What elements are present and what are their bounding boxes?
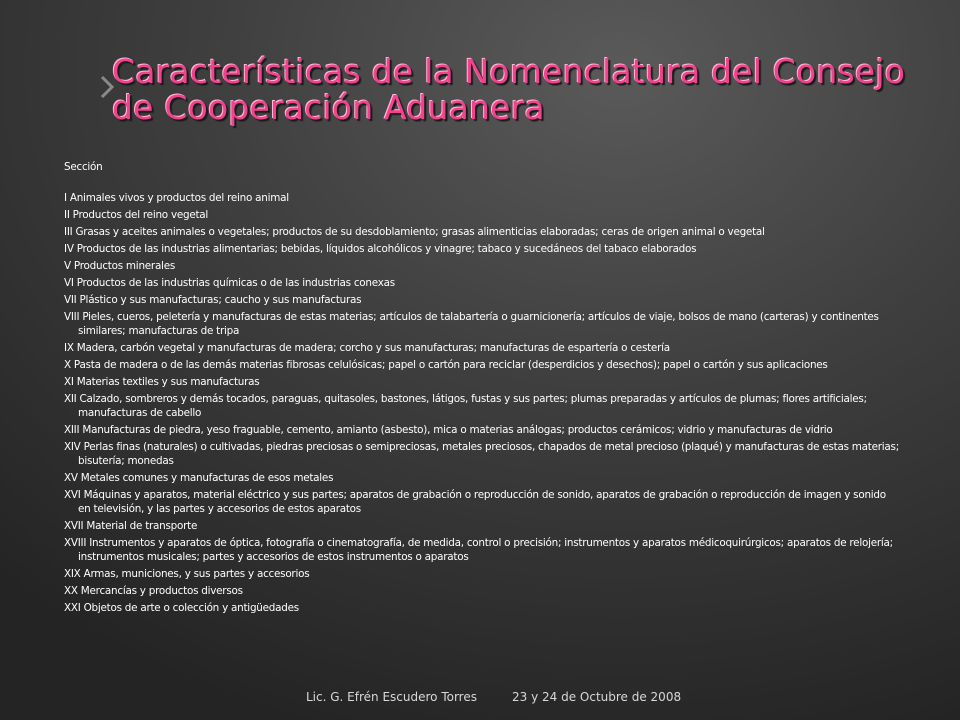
list-item: VIII Pieles, cueros, peletería y manufacturas de estas materias; artículos de talabartería o guarnicionería; artículos de viaje, bolsos de mano (carteras) y continentes similares; manufacturas de tripa xyxy=(64,311,879,337)
list-item: XXI Objetos de arte o colección y antigüedades xyxy=(64,602,299,614)
list-item: VI Productos de las industrias químicas o de las industrias conexas xyxy=(64,277,395,289)
list-item: I Animales vivos y productos del reino animal xyxy=(64,192,289,204)
list-item: XVI Máquinas y aparatos, material eléctrico y sus partes; aparatos de grabación o reproducción de sonido, aparatos de grabación o reproducción de imagen y sonido en televisión, y las partes y accesorios de estos aparatos xyxy=(64,489,886,515)
slide-body xyxy=(64,160,900,618)
list-item: II Productos del reino vegetal xyxy=(64,209,209,221)
list-item: XIII Manufacturas de piedra, yeso fraguable, cemento, amianto (asbesto), mica o materias análogas; productos cerámicos; vidrio y manufacturas de vidrio xyxy=(64,424,833,436)
list-item: VII Plástico y sus manufacturas; caucho y sus manufacturas xyxy=(64,294,362,306)
list-item: III Grasas y aceites animales o vegetales; productos de su desdoblamiento; grasas alimenticias elaboradas; ceras de origen animal o vegetal xyxy=(64,226,765,238)
list-item: XI Materias textiles y sus manufacturas xyxy=(64,376,260,388)
list-item: V Productos minerales xyxy=(64,260,176,272)
section-list xyxy=(64,191,900,615)
list-item: XII Calzado, sombreros y demás tocados, paraguas, quitasoles, bastones, látigos, fustas y sus partes; plumas preparadas y artículos de plumas; flores artificiales; manufacturas de cabello xyxy=(64,393,867,419)
list-item: XIX Armas, municiones, y sus partes y accesorios xyxy=(64,568,310,580)
list-item: XV Metales comunes y manufacturas de esos metales xyxy=(64,472,334,484)
footer-author: Lic. G. Efrén Escudero Torres xyxy=(306,690,477,704)
list-item: XVIII Instrumentos y aparatos de óptica, fotografía o cinematografía, de medida, control o precisión; instrumentos y aparatos médicoquirúrgicos; aparatos de relojería; instrumentos musicales; partes y accesorios de estos instrumentos o aparatos xyxy=(64,537,893,563)
list-item: XX Mercancías y productos diversos xyxy=(64,585,243,597)
footer-date: 23 y 24 de Octubre de 2008 xyxy=(512,690,682,704)
list-item: IX Madera, carbón vegetal y manufacturas de madera; corcho y sus manufacturas; manufacturas de espartería o cestería xyxy=(64,342,670,354)
list-item: IV Productos de las industrias alimentarias; bebidas, líquidos alcohólicos y vinagre; tabaco y sucedáneos del tabaco elaborados xyxy=(64,243,697,255)
list-item: XIV Perlas finas (naturales) o cultivadas, piedras preciosas o semipreciosas, metales preciosos, chapados de metal precioso (plaqué) y manufacturas de estas materias; bisutería; monedas xyxy=(64,441,899,467)
section-heading: Sección xyxy=(64,161,103,173)
list-item: XVII Material de transporte xyxy=(64,520,198,532)
list-item: X Pasta de madera o de las demás materias fibrosas celulósicas; papel o cartón para reciclar (desperdicios y desechos); papel o cartón y sus aplicaciones xyxy=(64,359,828,371)
slide-title: Características de la Nomenclatura del Consejo de Cooperación Aduanera xyxy=(112,52,906,127)
